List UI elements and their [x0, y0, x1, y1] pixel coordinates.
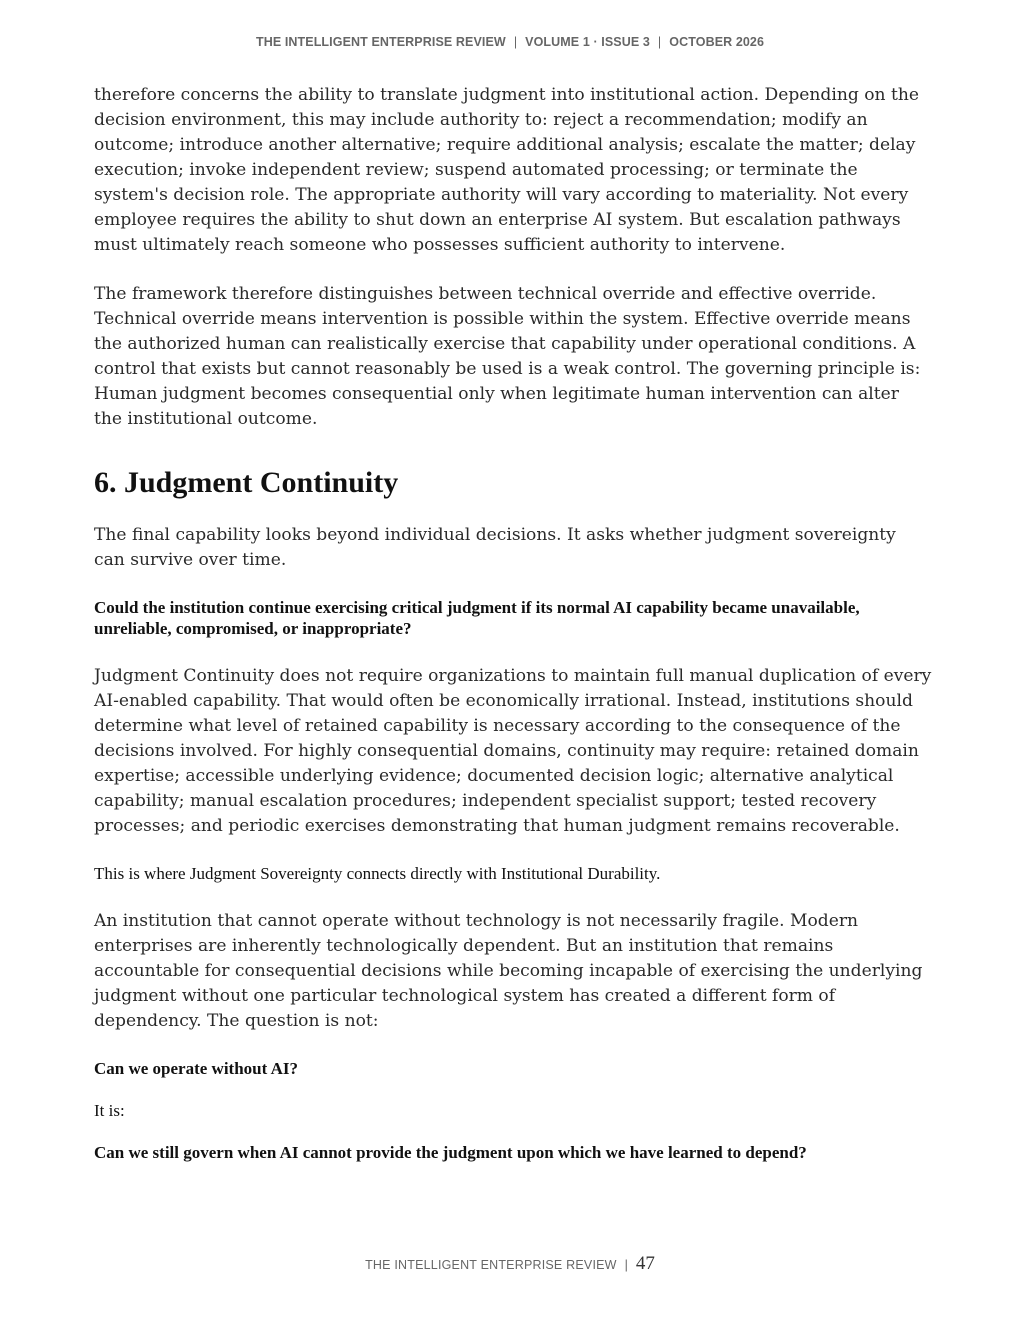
- transition-sentence: It is:: [94, 1101, 125, 1120]
- section-heading: 6. Judgment Continuity: [94, 466, 399, 499]
- footer-publication: THE INTELLIGENT ENTERPRISE REVIEW: [365, 1258, 617, 1272]
- page-number: 47: [635, 1253, 655, 1274]
- article-body: [94, 83, 932, 1188]
- paragraph: therefore concerns the ability to translate judgment into institutional action. Depending on the decision environment, this may include authority to: reject a recommendation; modify an outcome; introduce another alternative; require additional analysis; escalate the matter; delay execution; invoke independent review; suspend automated processing; or terminate the system's decision role. The appropriate authority will vary according to materiality. Not every employee requires the ability to shut down an enterprise AI system. But escalation pathways must ultimately reach someone who possesses sufficient authority to intervene.: [94, 85, 919, 255]
- key-question: Can we operate without AI?: [94, 1059, 298, 1078]
- paragraph: The framework therefore distinguishes between technical override and effective override. Technical override means intervention is possible within the system. Effective override means the authorized human can realistically exercise that capability under operational conditions. A control that exists but cannot reasonably be used is a weak control. The governing principle is: Human judgment becomes consequential only when legitimate human intervention can alter the institutional outcome.: [94, 284, 921, 429]
- paragraph: An institution that cannot operate without technology is not necessarily fragile. Modern enterprises are inherently technologically dependent. But an institution that remains accountable for consequential decisions while becoming incapable of exercising the underlying judgment without one particular technological system has created a different form of dependency. The question is not:: [94, 911, 923, 1031]
- header-separator: |: [657, 35, 662, 49]
- running-footer: [0, 1253, 1020, 1275]
- header-date: OCTOBER 2026: [669, 35, 765, 49]
- paragraph: Judgment Continuity does not require organizations to maintain full manual duplication of every AI-enabled capability. That would often be economically irrational. Instead, institutions should determine what level of retained capability is necessary according to the consequence of the decisions involved. For highly consequential domains, continuity may require: retained domain expertise; accessible underlying evidence; documented decision logic; alternative analytical capability; manual escalation procedures; independent specialist support; tested recovery processes; and periodic exercises demonstrating that human judgment remains recoverable.: [94, 666, 932, 836]
- running-header: [0, 35, 1020, 49]
- footer-separator: |: [624, 1258, 628, 1272]
- key-question: Can we still govern when AI cannot provide the judgment upon which we have learned to depend?: [94, 1143, 807, 1162]
- header-separator: |: [513, 35, 518, 49]
- header-publication: THE INTELLIGENT ENTERPRISE REVIEW: [255, 35, 506, 49]
- header-issue: VOLUME 1 · ISSUE 3: [525, 35, 650, 49]
- paragraph: The final capability looks beyond individual decisions. It asks whether judgment sovereignty can survive over time.: [94, 525, 896, 570]
- key-question: Could the institution continue exercising critical judgment if its normal AI capability became unavailable, unreliable, compromised, or inappropriate?: [94, 598, 860, 638]
- transition-sentence: This is where Judgment Sovereignty connects directly with Institutional Durability.: [94, 864, 661, 883]
